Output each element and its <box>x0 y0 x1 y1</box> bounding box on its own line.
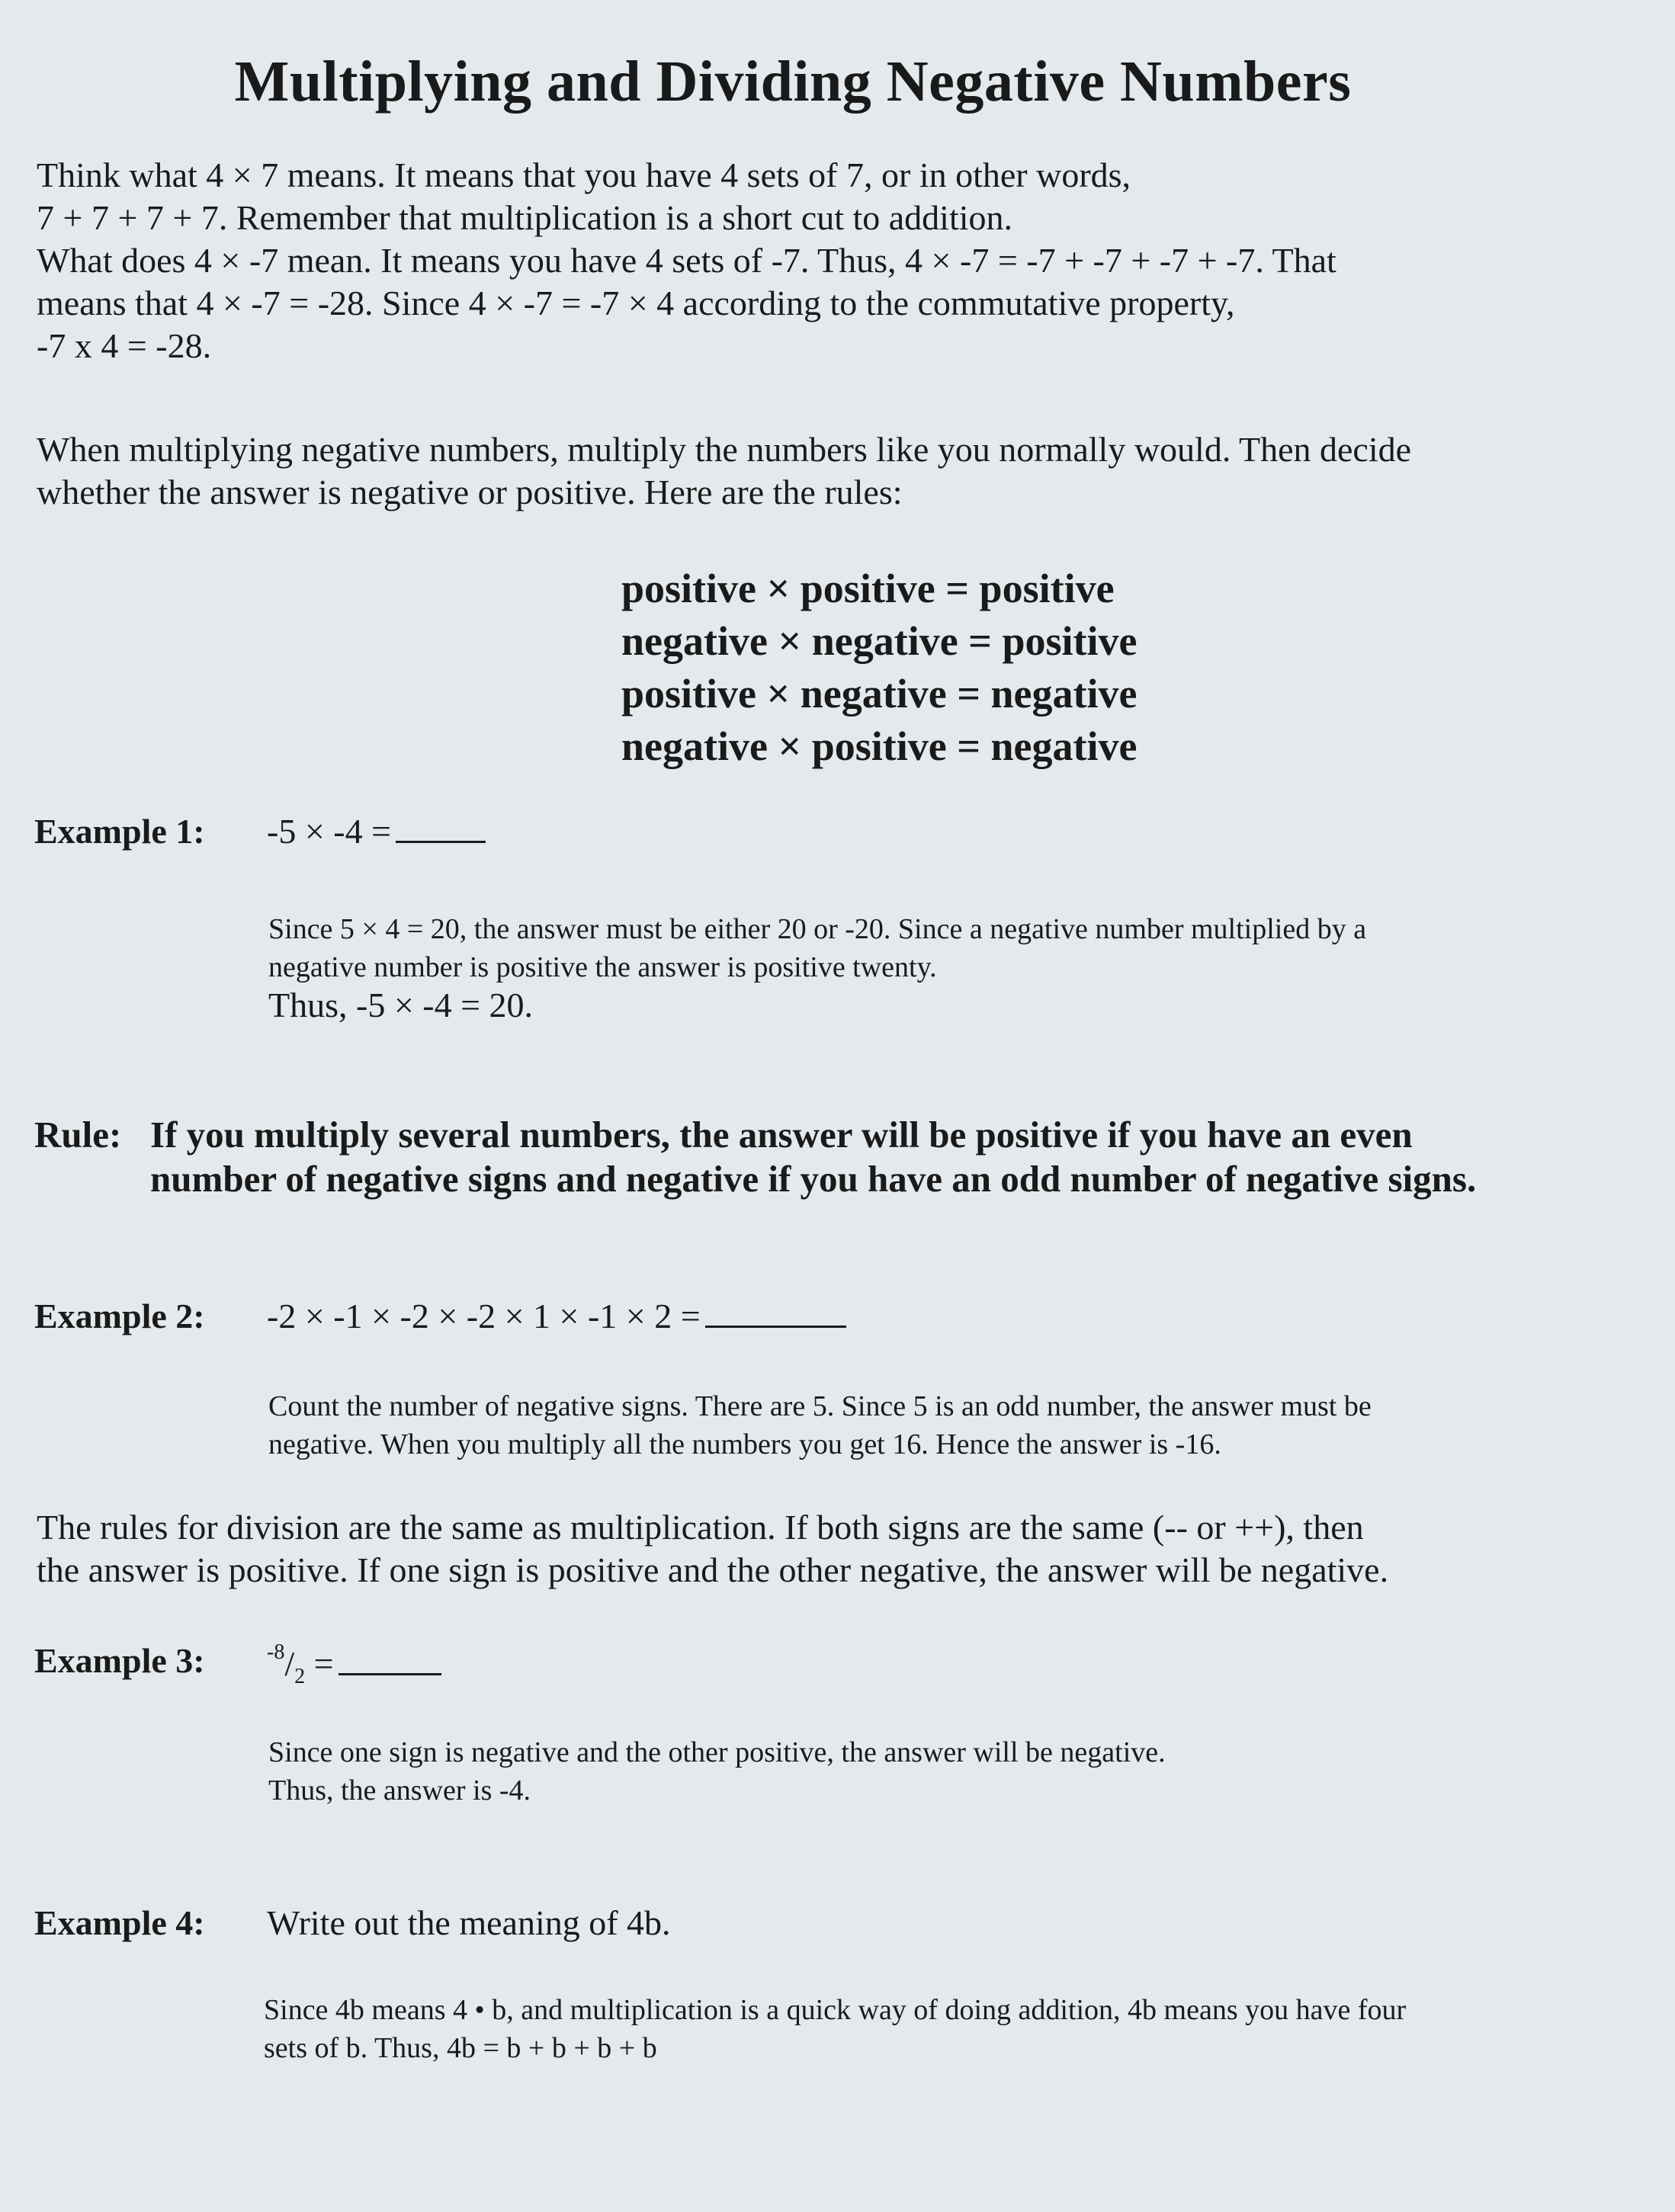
fraction-denominator: 2 <box>294 1665 306 1688</box>
example-3-explanation-line: Thus, the answer is -4. <box>268 1774 531 1806</box>
example-3-problem <box>267 1640 441 1689</box>
example-1-explanation <box>268 910 1366 1024</box>
example-3-explanation-line: Since one sign is negative and the other positive, the answer will be negative. <box>268 1736 1166 1768</box>
example-1-answer-blank <box>396 840 486 843</box>
rule-line-1: If you multiply several numbers, the answer will be positive if you have an even <box>150 1114 1413 1156</box>
intro-line: means that 4 × -7 = -28. Since 4 × -7 = -7 × 4 according to the commutative property, <box>37 284 1235 322</box>
example-4-explanation-line: Since 4b means 4 • b, and multiplication is a quick way of doing addition, 4b means you have four <box>264 1994 1407 2026</box>
example-3-answer-blank <box>339 1672 441 1675</box>
fraction-slash: / <box>284 1644 295 1683</box>
example-1-expression: -5 × -4 = <box>267 812 392 851</box>
example-3-label: Example 3: <box>34 1641 205 1680</box>
division-intro-paragraph <box>37 1506 1388 1592</box>
example-1-label: Example 1: <box>34 812 205 851</box>
example-1-explanation-line: negative number is positive the answer is positive twenty. <box>268 951 937 983</box>
intro-line: -7 x 4 = -28. <box>37 326 212 365</box>
example-1-conclusion: Thus, -5 × -4 = 20. <box>268 986 534 1024</box>
division-intro-line: the answer is positive. If one sign is positive and the other negative, the answer will be negative. <box>37 1550 1389 1589</box>
intro-paragraph <box>37 154 1336 367</box>
fraction-numerator: -8 <box>267 1640 285 1664</box>
example-2-label: Example 2: <box>34 1297 205 1335</box>
intro-line: What does 4 × -7 mean. It means you have 4 sets of -7. Thus, 4 × -7 = -7 + -7 + -7 + -7. That <box>37 241 1336 280</box>
rule-block <box>34 1113 1476 1201</box>
example-2-problem <box>267 1296 846 1336</box>
example-4-explanation-line: sets of b. Thus, 4b = b + b + b + b <box>264 2032 657 2064</box>
rule-line-2: number of negative signs and negative if you have an odd number of negative signs. <box>150 1158 1477 1200</box>
example-4-label: Example 4: <box>34 1903 205 1942</box>
sign-rule: negative × negative = positive <box>621 618 1138 664</box>
example-2-explanation-line: Count the number of negative signs. There are 5. Since 5 is an odd number, the answer must be <box>268 1390 1372 1422</box>
example-3-explanation <box>268 1733 1166 1810</box>
division-intro-line: The rules for division are the same as multiplication. If both signs are the same (-- or ++), then <box>37 1508 1364 1547</box>
example-2-answer-blank <box>705 1325 846 1328</box>
sign-rules-list <box>621 563 1137 773</box>
intro-line: Think what 4 × 7 means. It means that you have 4 sets of 7, or in other words, <box>37 155 1131 194</box>
multiply-intro-line: When multiplying negative numbers, multiply the numbers like you normally would. Then decide <box>37 430 1412 469</box>
multiply-intro-line: whether the answer is negative or positive. Here are the rules: <box>37 473 903 511</box>
sign-rule: negative × positive = negative <box>621 723 1138 769</box>
example-2-explanation <box>268 1387 1372 1463</box>
example-4-explanation <box>264 1991 1406 2067</box>
example-1-explanation-line: Since 5 × 4 = 20, the answer must be either 20 or -20. Since a negative number multiplied by a <box>268 913 1367 945</box>
sign-rule: positive × positive = positive <box>621 566 1115 611</box>
sign-rule: positive × negative = negative <box>621 671 1138 716</box>
rule-label: Rule: <box>34 1114 122 1156</box>
intro-line: 7 + 7 + 7 + 7. Remember that multiplication is a short cut to addition. <box>37 198 1013 237</box>
example-1-problem <box>267 811 486 851</box>
multiply-intro-paragraph <box>37 428 1411 514</box>
example-3-equals: = <box>313 1644 334 1683</box>
example-2-expression: -2 × -1 × -2 × -2 × 1 × -1 × 2 = <box>267 1297 701 1335</box>
page-title: Multiplying and Dividing Negative Numbers <box>234 50 1352 114</box>
example-4-problem: Write out the meaning of 4b. <box>267 1903 671 1942</box>
example-2-explanation-line: negative. When you multiply all the numbers you get 16. Hence the answer is -16. <box>268 1428 1221 1460</box>
